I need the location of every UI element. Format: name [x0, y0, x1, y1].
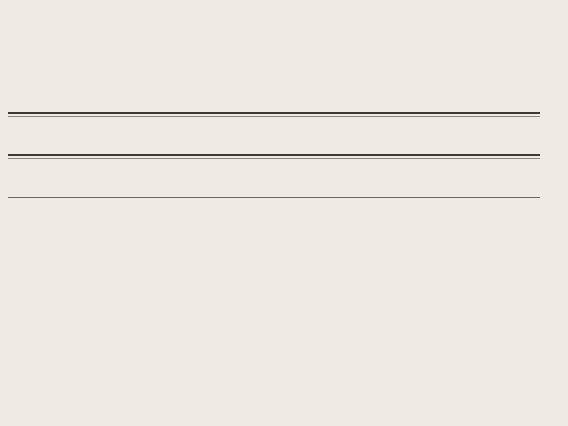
bottom-table-top-rule-thin	[8, 158, 540, 159]
top-table-bottom-rule-thin	[8, 116, 540, 117]
bottom-table-top-rule	[8, 154, 540, 156]
top-table-bottom-rule	[8, 112, 540, 114]
header-bottom-rule	[8, 197, 540, 198]
